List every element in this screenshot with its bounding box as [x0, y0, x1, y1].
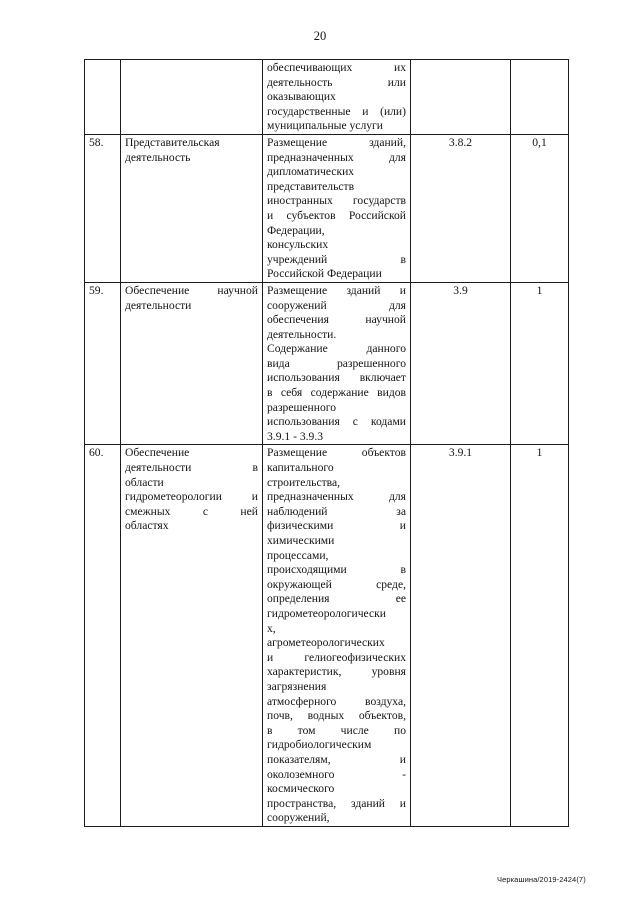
description-text-line: в том числе по — [267, 723, 406, 737]
description-text-line: строительства, — [267, 475, 341, 489]
activity-name-cell — [121, 282, 263, 445]
description-text-line: Размещение зданий, — [267, 135, 406, 149]
description-text-line: наблюдений за — [267, 504, 406, 518]
description-text-line: вида разрешенного — [267, 356, 406, 370]
name-text-line: областях — [125, 519, 169, 533]
description-text-line: Федерации, — [267, 223, 325, 237]
name-text-line: деятельности — [125, 298, 192, 312]
code-cell: 3.9 — [411, 282, 511, 445]
description-text-line: в себя содержание видов — [267, 386, 406, 400]
name-text-line: деятельность — [125, 150, 191, 164]
description-text-line: оказывающих — [267, 90, 336, 104]
description-text-line: химическими — [267, 534, 335, 547]
description-text-line: разрешенного — [267, 400, 337, 414]
description-text-line: предназначенных для — [267, 150, 406, 164]
description-text-line: атмосферного воздуха, — [267, 694, 406, 708]
description-text-line: представительств — [267, 179, 355, 193]
description-text-line: Размещение объектов — [267, 446, 406, 460]
description-text-line: почв, водных объектов, — [267, 709, 406, 723]
row-number-cell: 59. — [85, 282, 121, 445]
name-text-line: Представительская — [125, 135, 220, 149]
description-text-line: деятельности. — [267, 327, 337, 341]
description-text-line: гидрометеорологически — [267, 606, 386, 620]
row-number-cell: 60. — [85, 445, 121, 826]
description-text-line: загрязнения — [267, 679, 327, 693]
description-text-line: определения ее — [267, 592, 406, 606]
description-text-line: х, — [267, 621, 276, 635]
description-text-line: и гелиогеофизических — [267, 650, 406, 664]
description-text-line: капитального — [267, 461, 334, 475]
name-text-line: области — [125, 475, 164, 489]
description-cell — [263, 60, 411, 135]
description-text-line: сооружений для — [267, 298, 406, 312]
land-use-table — [84, 59, 569, 827]
description-text-line: окружающей среде, — [267, 577, 406, 591]
description-text-line: 3.9.1 - 3.9.3 — [267, 429, 324, 443]
description-text-line: и субъектов Российской — [267, 208, 406, 222]
description-text-line: государственные и (или) — [267, 104, 406, 118]
description-cell — [263, 282, 411, 445]
code-cell: 3.8.2 — [411, 134, 511, 282]
table-row — [85, 134, 569, 282]
description-text-line: околоземного - — [267, 767, 406, 781]
table-row — [85, 60, 569, 135]
row-number-cell: 58. — [85, 134, 121, 282]
description-text-line: консульских — [267, 238, 329, 252]
row-number-cell — [85, 60, 121, 135]
activity-name-cell — [121, 134, 263, 282]
description-text-line: дипломатических — [267, 165, 355, 179]
description-text-line: учреждений в — [267, 252, 406, 266]
description-cell — [263, 134, 411, 282]
description-text-line: обеспечения научной — [267, 313, 406, 327]
description-text-line: Российской Федерации — [267, 267, 382, 281]
code-cell: 3.9.1 — [411, 445, 511, 826]
description-text-line: иностранных государств — [267, 194, 406, 208]
name-text-line: гидрометеорологии и — [125, 490, 258, 504]
name-text-line: Обеспечение научной — [125, 283, 258, 297]
table-body — [85, 60, 569, 827]
name-text-line: Обеспечение — [125, 446, 190, 460]
description-text-line: муниципальные услуги — [267, 119, 383, 133]
description-text-line: сооружений, — [267, 811, 330, 825]
description-text-line: показателям, и — [267, 752, 406, 766]
description-text-line: происходящими в — [267, 563, 406, 577]
activity-name-cell — [121, 445, 263, 826]
description-text-line: пространства, зданий и — [267, 796, 406, 810]
description-text-line: использования с кодами — [267, 415, 406, 429]
description-text-line: обеспечивающих их — [267, 61, 406, 74]
document-footer: Черкашина/2019-2424(7) — [497, 875, 586, 884]
activity-name-cell — [121, 60, 263, 135]
description-cell — [263, 445, 411, 826]
description-text-line: деятельность или — [267, 75, 406, 89]
coefficient-cell: 0,1 — [511, 134, 569, 282]
coefficient-cell: 1 — [511, 282, 569, 445]
description-text-line: Содержание данного — [267, 342, 406, 356]
table-row — [85, 282, 569, 445]
coefficient-cell — [511, 60, 569, 135]
page-number: 20 — [313, 29, 327, 43]
description-text-line: характеристик, уровня — [267, 665, 406, 679]
name-text-line: деятельности в — [125, 461, 258, 475]
description-text-line: использования включает — [267, 371, 406, 385]
name-text-line: смежных с ней — [125, 504, 258, 518]
coefficient-cell: 1 — [511, 445, 569, 826]
description-text-line: агрометеорологических — [267, 636, 385, 650]
description-text-line: Размещение зданий и — [267, 283, 406, 297]
description-text-line: предназначенных для — [267, 490, 406, 504]
description-text-line: космического — [267, 782, 335, 796]
description-text-line: физическими и — [267, 519, 406, 533]
code-cell — [411, 60, 511, 135]
description-text-line: процессами, — [267, 548, 329, 562]
description-text-line: гидробиологическим — [267, 738, 372, 752]
table-row — [85, 445, 569, 826]
